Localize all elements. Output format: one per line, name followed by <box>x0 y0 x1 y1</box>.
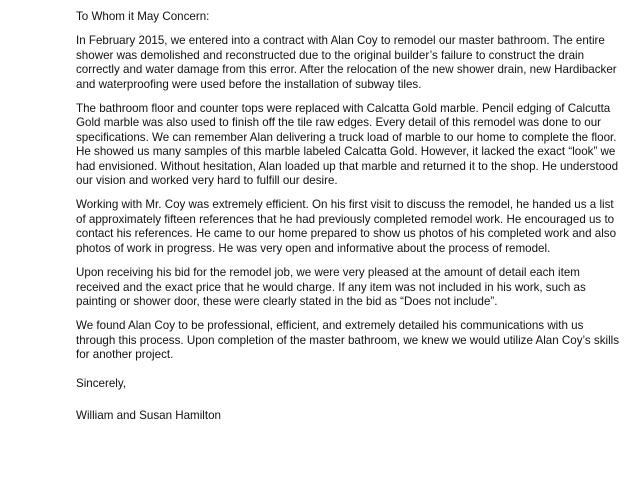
letter-body <box>76 10 624 433</box>
signature: William and Susan Hamilton <box>76 408 221 422</box>
paragraph-bid: Upon receiving his bid for the remodel job, we were very pleased at the amount of detail each item received and the exact price that he would charge. If any item was not included in his work, such as painting or shower door, these were clearly stated in the bid as “Does not include”. <box>76 266 586 308</box>
paragraph-conclusion: We found Alan Coy to be professional, efficient, and extremely detailed his communications with us through this process. Upon completion of the master bathroom, we knew we would utilize Alan Coy’s skills for another project. <box>76 319 620 362</box>
paragraph-contract: In February 2015, we entered into a contract with Alan Coy to remodel our master bathroom. The entire shower was demolished and reconstructed due to the original builder’s failure to construct the drain correctly and water damage from this error. After the relocation of the new shower drain, new Hardibacker and waterproofing were used before the installation of subway tiles. <box>76 34 617 91</box>
paragraph-marble: The bathroom floor and counter tops were replaced with Calcatta Gold marble. Pencil edging of Calcutta Gold marble was also used to finish off the tile raw edges. Every detail of this remodel was done to our specifications. We can remember Alan delivering a truck load of marble to our home to complete the floor. He showed us many samples of this marble labeled Calcatta Gold. However, it lacked the exact “look” we had envisioned. Without hesitation, Alan loaded up that marble and returned it to the shop. He understood our vision and worked very hard to fulfill our desire. <box>76 102 619 188</box>
closing: Sincerely, <box>76 376 127 390</box>
salutation: To Whom it May Concern: <box>76 10 210 23</box>
paragraph-efficiency: Working with Mr. Coy was extremely efficient. On his first visit to discuss the remodel, he handed us a list of approximately fifteen references that he had previously completed remodel work. He encouraged us to contact his references. He came to our home prepared to show us photos of his completed work and also photos of work in progress. He was very open and informative about the process of remodel. <box>76 198 617 255</box>
